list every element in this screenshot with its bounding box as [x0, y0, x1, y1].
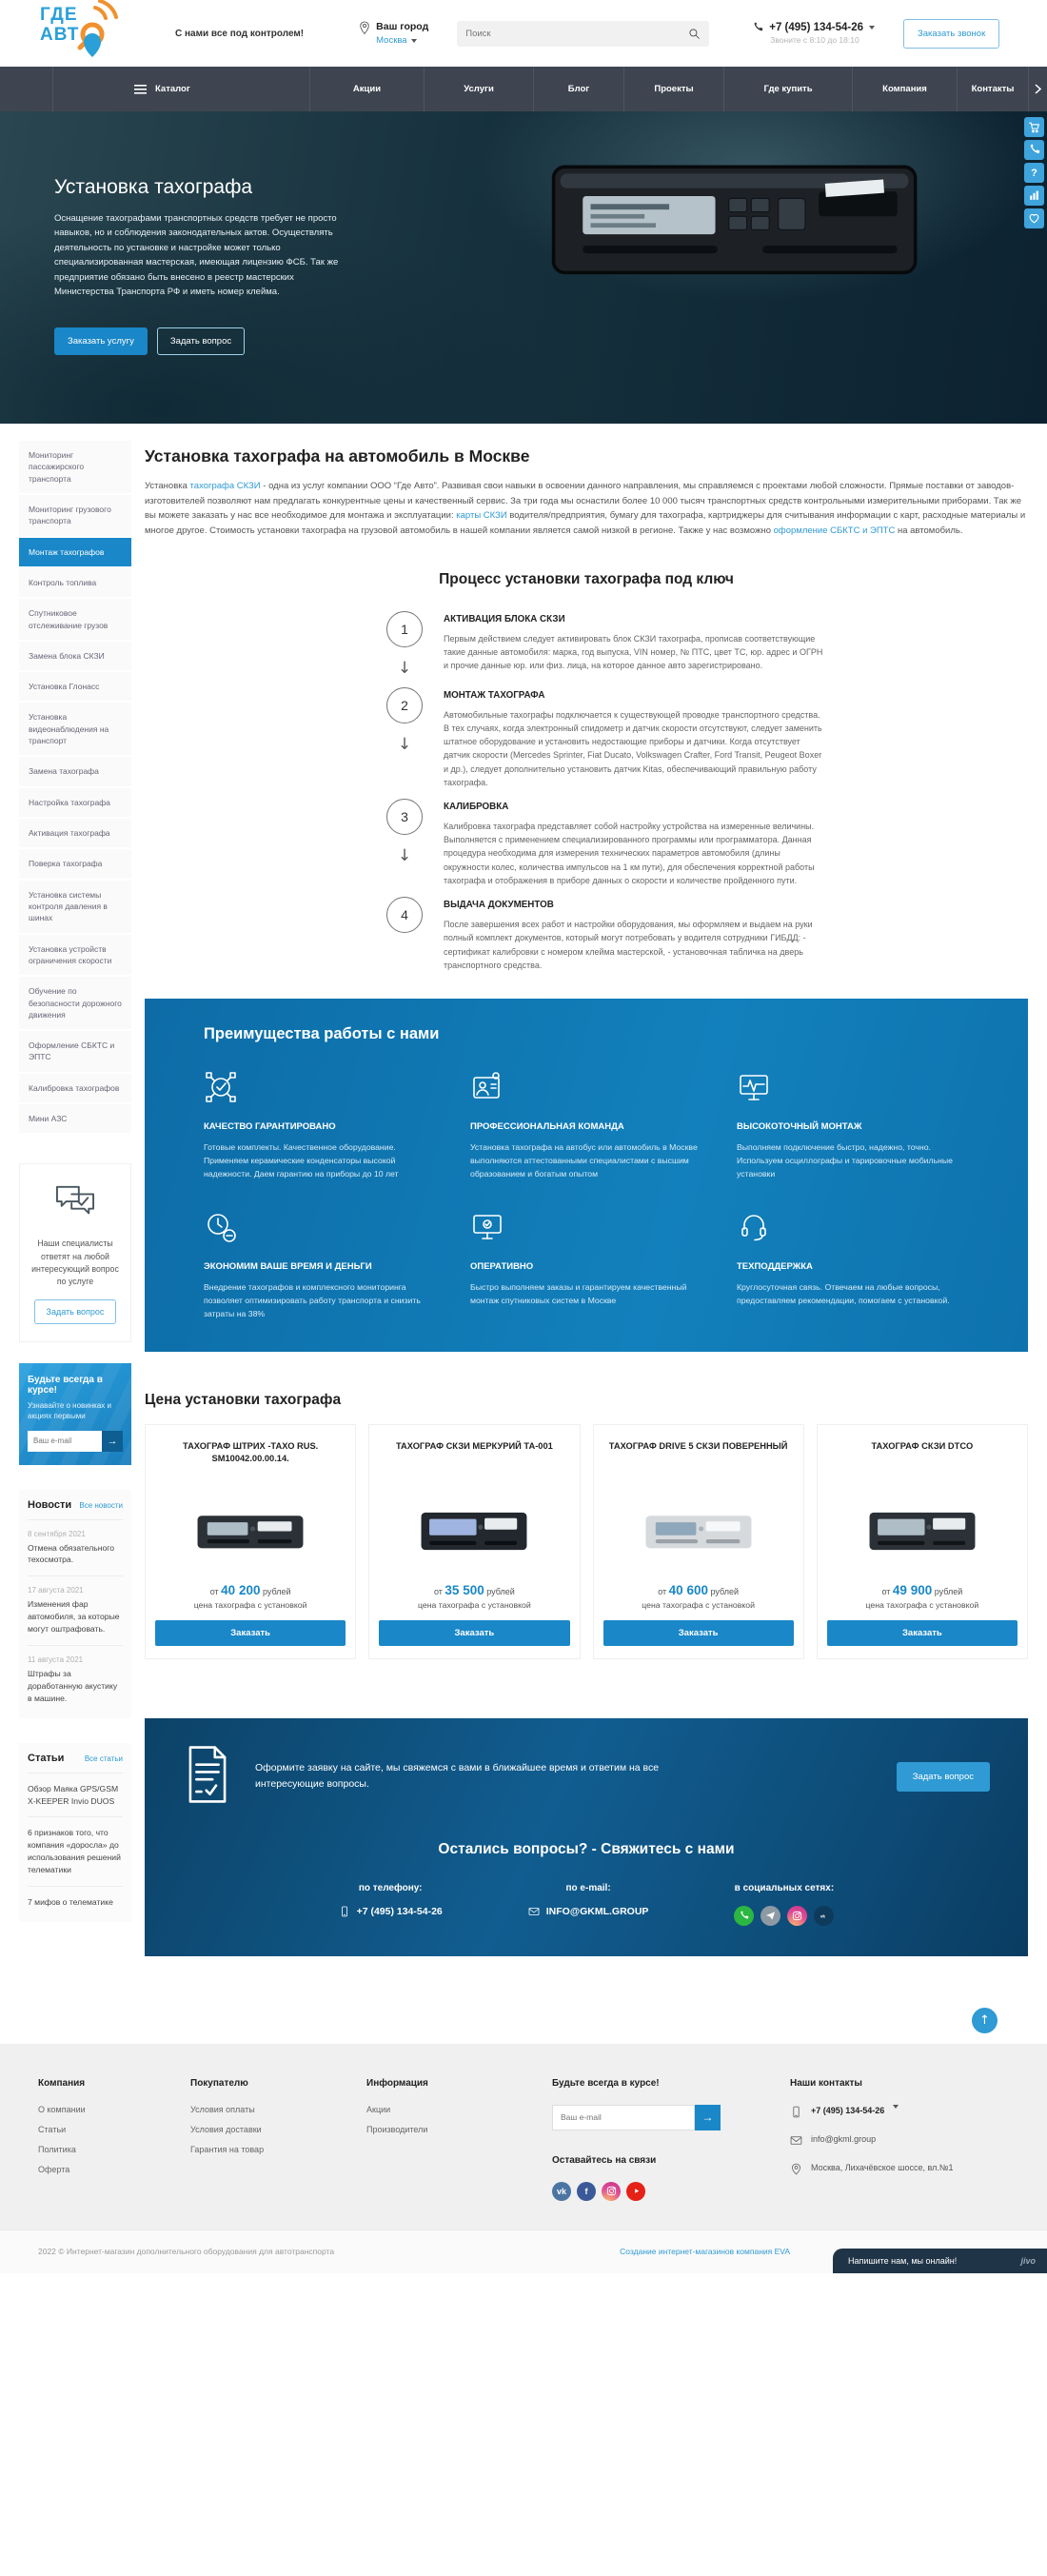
cta-email-value[interactable]: INFO@GKML.GROUP [528, 1906, 649, 1917]
chevron-down-icon [411, 39, 417, 43]
advantage-title: ТЕХПОДДЕРЖКА [737, 1260, 813, 1272]
step-title: КАЛИБРОВКА [444, 802, 509, 812]
vk-icon[interactable]: vk [552, 2182, 571, 2201]
document-check-icon [183, 1745, 232, 1809]
footer-subscribe-column [552, 2078, 790, 2201]
advantage-title: КАЧЕСТВО ГАРАНТИРОВАНО [204, 1120, 336, 1132]
process-step [145, 897, 1028, 972]
oscilloscope-icon [737, 1070, 969, 1109]
subscribe-title: Будьте всегда в курсе! [28, 1375, 103, 1397]
product-card [145, 1424, 356, 1659]
order-button[interactable]: Заказать [603, 1620, 794, 1646]
arrow-down-icon: ↓ [397, 658, 412, 678]
process-step [145, 799, 1028, 887]
sidebar-item[interactable]: Замена блока СКЗИ [19, 642, 131, 672]
hero-content [0, 111, 1047, 355]
facebook-icon[interactable]: f [577, 2182, 596, 2201]
bottom-bar [0, 2229, 1047, 2273]
nav-spacer [0, 67, 52, 111]
advantage-text: Быстро выполняем заказы и гарантируем качественный монтаж спутниковых систем в Москве [470, 1281, 687, 1305]
step-body [444, 799, 824, 887]
nav-item-promotions[interactable]: Акции [309, 67, 424, 111]
location-pin-icon [790, 2163, 802, 2175]
svg-text:vk: vk [820, 1912, 826, 1918]
footer-contacts-column [790, 2078, 1009, 2201]
vk-icon[interactable] [814, 1906, 834, 1926]
main-nav [0, 67, 1047, 111]
news-date: 11 августа 2021 [28, 1655, 84, 1664]
header-phone-block [752, 22, 875, 45]
footer-column-title: Покупателю [190, 2077, 248, 2089]
advantage-item [470, 1070, 702, 1181]
cta-lead-text: Оформите заявку на сайте, мы свяжемся с вами в ближайшее время и ответим на все интересующие вопросы. [255, 1761, 660, 1790]
sidebar-item[interactable]: Установка системы контроля давления в шинах [19, 881, 131, 935]
advantage-item [737, 1070, 969, 1181]
nav-item-catalog[interactable]: Каталог [52, 67, 309, 111]
article-item-title: 7 мифов о телематике [28, 1896, 113, 1907]
subscribe-form [28, 1431, 123, 1452]
advantage-text: Выполняем подключение быстро, надежно, точно. Используем осциллографы и тарировочные мобильные установки [737, 1141, 953, 1179]
sidebar-item[interactable]: Спутниковое отслеживание грузов [19, 599, 131, 642]
logo-text-2: АВТ [40, 24, 80, 45]
scroll-to-top-button[interactable]: ↑ [972, 2008, 998, 2033]
chevron-down-icon [893, 2105, 899, 2109]
email-field[interactable] [28, 1431, 102, 1452]
order-button[interactable]: Заказать [379, 1620, 569, 1646]
location-pin-icon [359, 21, 370, 35]
intro-text: Установка [145, 481, 190, 491]
footer-link[interactable]: Акции [366, 2104, 391, 2114]
footer-social-icons [552, 2182, 790, 2201]
left-sidebar [19, 441, 131, 1956]
nav-item-company[interactable]: Компания [852, 67, 957, 111]
all-news-link[interactable]: Все новости [79, 1500, 123, 1510]
news-block [19, 1490, 131, 1718]
step-title: МОНТАЖ ТАХОГРАФА [444, 689, 545, 701]
advantage-title: ПРОФЕССИОНАЛЬНАЯ КОМАНДА [470, 1120, 624, 1132]
subscribe-widget [19, 1363, 131, 1464]
footer [0, 2044, 1047, 2229]
envelope-icon [790, 2134, 802, 2147]
hero-buttons [54, 327, 1047, 355]
news-date: 17 августа 2021 [28, 1586, 84, 1595]
advantage-title: ЭКОНОМИМ ВАШЕ ВРЕМЯ И ДЕНЬГИ [204, 1260, 372, 1272]
phone-icon[interactable] [1024, 140, 1044, 160]
product-price: от 49 900 рублей [881, 1582, 963, 1597]
subscribe-text: Узнавайте о новинках и акциях первыми [28, 1401, 111, 1421]
advantage-item [204, 1070, 436, 1181]
footer-link[interactable]: Производители [366, 2124, 428, 2134]
phone-icon [752, 22, 763, 33]
content [0, 424, 1047, 2044]
nav-item-where-to-buy[interactable]: Где купить [723, 67, 852, 111]
cta-email-column [528, 1883, 649, 1926]
logo-graphic [38, 0, 129, 63]
article-item[interactable] [28, 1887, 123, 1918]
news-item-title: Изменения фар автомобиля, за которые могут оштрафовать. [28, 1599, 120, 1635]
main-content [145, 441, 1028, 1956]
footer-column-title: Информация [366, 2077, 428, 2089]
instagram-icon[interactable] [602, 2182, 621, 2201]
advantage-item [737, 1210, 969, 1321]
step-number-column [383, 799, 426, 887]
price-note: цена тахографа с установкой [418, 1599, 531, 1610]
arrow-down-icon: ↓ [397, 734, 412, 754]
subscribe-submit-button[interactable]: → [695, 2105, 721, 2130]
sidebar-item[interactable]: Мониторинг грузового транспорта [19, 495, 131, 538]
ask-question-button[interactable]: Задать вопрос [897, 1762, 990, 1792]
question-widget [19, 1163, 131, 1342]
cart-icon[interactable] [1024, 117, 1044, 137]
sidebar-item[interactable]: Оформление СБКТС и ЭПТС [19, 1031, 131, 1074]
article-item-title: 6 признаков того, что компания «доросла» до использования решений телематики [28, 1828, 121, 1875]
search-icon[interactable] [688, 28, 701, 40]
sidebar-item[interactable]: Активация тахографа [19, 819, 131, 849]
mobile-icon [339, 1906, 350, 1917]
question-icon[interactable]: ? [1024, 163, 1044, 183]
sidebar-item[interactable]: Поверка тахографа [19, 849, 131, 880]
advantage-item [470, 1210, 702, 1321]
cta-email-label: по e-mail: [565, 1882, 611, 1893]
step-number: 3 [386, 799, 423, 835]
footer-subscribe-title: Будьте всегда в курсе! [552, 2077, 660, 2089]
sidebar-item[interactable]: Обучение по безопасности дорожного движения [19, 977, 131, 1031]
articles-header [28, 1753, 123, 1773]
sidebar-item-active[interactable]: Монтаж тахографов [19, 538, 131, 568]
page-title: Установка тахографа на автомобиль в Москве [145, 446, 530, 466]
header-phone[interactable]: +7 (495) 134-54-26 [752, 22, 875, 33]
price-note: цена тахографа с установкой [865, 1599, 979, 1610]
step-text: Первым действием следует активировать блок СКЗИ тахографа, прописав соответствующие такие данные автомобиля: марка, год выпуска, VIN номер, № ПТС, цвет ТС, юр. адрес и ОГРН и прочие данные юр. или физ. лица, на которое данное авто зарегистрировано. [444, 633, 823, 671]
cta-title: Остались вопросы? - Свяжитесь с нами [438, 1840, 735, 1857]
quick-action-bar [1024, 117, 1044, 228]
step-number: 2 [386, 687, 423, 723]
nav-item-services[interactable]: Услуги [424, 67, 533, 111]
step-number-column [383, 897, 426, 972]
search-bar[interactable] [457, 21, 709, 47]
chat-widget-text: Напишите нам, мы онлайн! [848, 2255, 958, 2266]
step-body [444, 897, 824, 972]
advantage-text: Готовые комплекты. Качественное оборудование. Применяем керамические конденсаторы высокой надежности. Даем гарантию на приборы до 10 лет [204, 1141, 399, 1179]
step-title: ВЫДАЧА ДОКУМЕНТОВ [444, 900, 554, 911]
process-title: Процесс установки тахографа под ключ [439, 570, 734, 587]
intro-paragraph [145, 479, 1028, 539]
ask-question-button[interactable]: Задать вопрос [157, 327, 245, 355]
advantages-title: Преимущества работы с нами [204, 1024, 440, 1042]
pin-icon [84, 33, 101, 57]
step-text: Автомобильные тахографы подключается к существующей проводке транспортного средства. В тех случаях, когда электронный спидометр и датчик скорости отсутствуют, следует заменить штатное оборудование и установить недостающие приборы и датчики. Когда отсутствует датчик скорости (Mercedes Sprinter, Fiat Ducato, Volkswagen Crafter, Ford Transit, Peugeot Boxer и др.), следует дополнительно установить датчик Kitas, обеспечивающий правильную работу тахографа. [444, 709, 822, 787]
ask-question-button[interactable]: Задать вопрос [34, 1299, 117, 1324]
chat-bubbles-icon [29, 1183, 122, 1226]
cta-phone-value[interactable]: +7 (495) 134-54-26 [339, 1906, 443, 1917]
nav-item-blog[interactable]: Блог [533, 67, 623, 111]
city-value[interactable]: Москва [376, 35, 428, 46]
footer-wrap [0, 2012, 1047, 2229]
footer-link[interactable]: О компании [38, 2104, 86, 2114]
cta-contacts [183, 1883, 990, 1926]
footer-phone[interactable]: +7 (495) 134-54-26 [790, 2105, 1009, 2118]
process-step [145, 687, 1028, 789]
price-note: цена тахографа с установкой [193, 1599, 307, 1610]
articles-title: Статьи [28, 1752, 65, 1764]
footer-subscribe-form [552, 2105, 790, 2130]
sidebar-item[interactable]: Контроль топлива [19, 568, 131, 599]
intro-text: водителя/предприятия, бумагу для тахографа, картриджеры для считывания информации с карт, расходные материалы и многое другое. Стоимость установки тахографа на грузовой автомобиль в нашей компании является самой низкой в регионе. Также у нас возможно [145, 510, 1026, 537]
cta-phone-label: по телефону: [358, 1882, 423, 1893]
logo[interactable] [38, 0, 129, 68]
instagram-icon[interactable] [787, 1906, 807, 1926]
services-menu [19, 441, 131, 1135]
sidebar-item[interactable]: Установка устройств ограничения скорости [19, 935, 131, 978]
news-item[interactable] [28, 1520, 123, 1577]
news-date: 8 сентября 2021 [28, 1529, 86, 1538]
question-widget-text: Наши специалисты ответят на любой интересующий вопрос по услуге [31, 1238, 119, 1286]
footer-buyer-column [190, 2078, 366, 2201]
step-body [444, 611, 824, 678]
chevron-down-icon [869, 26, 875, 30]
advantage-title: ВЫСОКОТОЧНЫЙ МОНТАЖ [737, 1120, 862, 1132]
order-service-button[interactable]: Заказать услугу [54, 327, 148, 355]
step-title: АКТИВАЦИЯ БЛОКА СКЗИ [444, 613, 565, 624]
header-tagline: С нами все под контролем! [175, 28, 305, 39]
intro-text: - одна из услуг компании ООО “Где Авто”. Развивая свои навыки в освоении данного направления, мы справляемся с проектами любой сложности. Прямые поставки от заводов-изготовителей позволяют нам предлагать конкурентные цены и качественный сервис. За три года мы оснастили более 10 000 тысяч транспортных средств контрольными измерительными приборами. Так же вы можете заказать у нас все необходимое для монтажа и эксплуатации: [145, 481, 1021, 522]
header [0, 0, 1047, 67]
product-title: ТАХОГРАФ СКЗИ DTCO [871, 1440, 974, 1451]
footer-contacts-title: Наши контакты [790, 2077, 862, 2089]
envelope-icon [528, 1906, 540, 1917]
footer-link[interactable]: Политика [38, 2144, 76, 2154]
all-articles-link[interactable]: Все статьи [84, 1754, 123, 1763]
city-selector[interactable] [359, 21, 428, 46]
nav-item-contacts[interactable]: Контакты [957, 67, 1028, 111]
headset-icon [737, 1210, 969, 1249]
cta-social-column [734, 1883, 834, 1926]
article-item[interactable] [28, 1773, 123, 1818]
sidebar-item[interactable]: Установка Глонасс [19, 672, 131, 703]
heart-icon[interactable] [1024, 208, 1044, 228]
quality-check-icon [204, 1070, 436, 1109]
link-sbkts-epts[interactable]: оформление СБКТС и ЭПТС [773, 525, 896, 537]
callback-button[interactable]: Заказать звонок [903, 19, 999, 49]
advantage-text: Внедрение тахографов и комплексного мониторинга позволяет оптимизировать работу транспорта и снизить затраты на 38% [204, 1281, 421, 1318]
article-item[interactable] [28, 1817, 123, 1887]
footer-link[interactable]: Условия доставки [190, 2124, 262, 2134]
footer-link[interactable]: Оферта [38, 2164, 70, 2174]
step-number: 1 [386, 611, 423, 647]
order-button[interactable]: Заказать [827, 1620, 1017, 1646]
time-money-icon [204, 1210, 436, 1249]
hero-text: Оснащение тахографами транспортных средств требует не просто навыков, но и соблюдения законодательных актов. Осуществлять деятельность по установке и настройке может только специализированная мастерская, имеющая лицензию ФСБ. Так же предприятие обязано быть внесено в реестр мастерских Министерства Транспорта РФ и иметь номер клейма. [54, 213, 339, 297]
step-text: Калибровка тахографа представляет собой настройку устройства на измеренные величины. Выполняется с применением специализированного программы или программатора. Данная процедура необходима для измерения технических параметров автомобиля (длины окружности колес, количества импульсов на 1 км пути), для обеспечения корректной работы тахографа и отображения в приборе данных о скорости и количестве пройденного пути. [444, 822, 815, 885]
news-item-title: Отмена обязательного техосмотра. [28, 1542, 114, 1565]
team-badge-icon [470, 1070, 702, 1109]
step-number-column [383, 611, 426, 678]
phone-hours: Звоните с 8:10 до 18:10 [770, 35, 859, 45]
city-text [376, 21, 428, 46]
sidebar-item[interactable]: Мини АЗС [19, 1104, 131, 1135]
hamburger-icon [134, 85, 147, 94]
mobile-icon [790, 2106, 802, 2118]
product-card [817, 1424, 1028, 1659]
subscribe-submit-button[interactable]: → [102, 1431, 123, 1452]
cta-phone-column [339, 1883, 443, 1926]
step-body [444, 687, 824, 789]
copyright: 2022 © Интернет-магазин дополнительного оборудования для автотранспорта [38, 2247, 335, 2256]
process-step [145, 611, 1028, 678]
price-note: цена тахографа с установкой [642, 1599, 755, 1610]
product-image [379, 1480, 569, 1583]
sidebar-item[interactable]: Замена тахографа [19, 757, 131, 787]
footer-social-title: Оставайтесь на связи [552, 2154, 657, 2166]
cta-social-label: в социальных сетях: [734, 1882, 835, 1893]
news-item[interactable] [28, 1646, 123, 1714]
footer-link[interactable]: Гарантия на товар [190, 2144, 265, 2154]
news-item-title: Штрафы за доработанную акустику в машине. [28, 1668, 118, 1703]
stats-icon[interactable] [1024, 186, 1044, 206]
sidebar-item[interactable]: Установка видеонаблюдения на транспорт [19, 703, 131, 757]
product-title: ТАХОГРАФ DRIVE 5 СКЗИ ПОВЕРЕННЫЙ [608, 1440, 788, 1451]
product-image [603, 1480, 794, 1583]
footer-column-title: Компания [38, 2077, 86, 2089]
advantages-panel [145, 999, 1028, 1352]
advantages-grid [204, 1070, 969, 1321]
cta-lead-row [183, 1745, 990, 1809]
email-field[interactable] [552, 2105, 695, 2130]
product-card [368, 1424, 580, 1659]
footer-email[interactable]: info@gkml.group [790, 2133, 1009, 2147]
hero-title: Установка тахографа [54, 176, 253, 198]
hero-banner [0, 111, 1047, 424]
developer-credit-link[interactable]: Создание интернет-магазинов компания EVA [620, 2247, 790, 2256]
sidebar-item[interactable]: Мониторинг пассажирского транспорта [19, 441, 131, 495]
order-button[interactable]: Заказать [155, 1620, 346, 1646]
price-cards [145, 1424, 1028, 1659]
product-title: ТАХОГРАФ СКЗИ МЕРКУРИЙ ТА-001 [395, 1440, 553, 1451]
youtube-icon[interactable] [626, 2182, 645, 2201]
arrow-down-icon: ↓ [397, 846, 412, 865]
city-label: Ваш город [376, 21, 429, 32]
footer-address: Москва, Лихачёвское шоссе, вл.№1 [790, 2162, 1009, 2175]
telegram-icon[interactable] [761, 1906, 780, 1926]
articles-block [19, 1743, 131, 1922]
nav-chevron-right-icon[interactable] [1028, 67, 1047, 111]
whatsapp-icon[interactable] [734, 1906, 754, 1926]
sidebar-item[interactable]: Калибровка тахографов [19, 1074, 131, 1104]
logo-text-1: ГДЕ [40, 4, 78, 25]
advantage-text: Круглосуточная связь. Отвечаем на любые вопросы, предоставляем рекомендации, помогаем с установкой. [737, 1281, 950, 1305]
link-skzi-tachograph[interactable]: тахографа СКЗИ [189, 481, 261, 491]
footer-link[interactable]: Статьи [38, 2124, 67, 2134]
footer-link[interactable]: Условия оплаты [190, 2104, 255, 2114]
link-skzi-cards[interactable]: карты СКЗИ [456, 510, 507, 522]
product-price: от 40 600 рублей [658, 1582, 740, 1597]
product-image [827, 1480, 1017, 1583]
advantage-title: ОПЕРАТИВНО [470, 1260, 534, 1272]
footer-company-column [38, 2078, 190, 2201]
product-price: от 40 200 рублей [209, 1582, 291, 1597]
search-input[interactable] [465, 29, 688, 39]
news-item[interactable] [28, 1576, 123, 1646]
sidebar-item[interactable]: Настройка тахографа [19, 788, 131, 819]
product-image [155, 1480, 346, 1583]
cta-social-icons [734, 1906, 834, 1926]
advantage-text: Установка тахографа на автобус или автомобиль в Москве выполняются аттестованными специалистами с высшим образованием и богатым опытом [470, 1141, 698, 1179]
footer-info-column [366, 2078, 552, 2201]
news-title: Новости [28, 1498, 72, 1511]
news-header [28, 1499, 123, 1520]
chat-widget[interactable] [833, 2249, 1047, 2273]
product-card [593, 1424, 804, 1659]
step-number: 4 [386, 897, 423, 933]
intro-text: на автомобиль. [895, 525, 963, 537]
product-price: от 35 500 рублей [433, 1582, 515, 1597]
jivo-logo: jivo [1020, 2255, 1036, 2266]
monitor-gear-icon [470, 1210, 702, 1249]
cta-panel [145, 1718, 1028, 1956]
article-item-title: Обзор Маяка GPS/GSM X-KEEPER Invio DUOS [28, 1783, 119, 1806]
step-number-column [383, 687, 426, 789]
step-text: После завершения всех работ и настройки оборудования, мы оформляем и выдаем на руки полный комплект документов, который могут потребовать у водителя сотрудники ГИБДД: - сертификат калибровки с номером клейма мастерской, - установочная табличка на дверь транспортного средства. [444, 920, 813, 970]
product-title: ТАХОГРАФ ШТРИХ -ТАХО RUS. SM10042.00.00.14. [183, 1440, 319, 1463]
advantage-item [204, 1210, 436, 1321]
prices-title: Цена установки тахографа [145, 1391, 342, 1408]
nav-item-projects[interactable]: Проекты [623, 67, 723, 111]
